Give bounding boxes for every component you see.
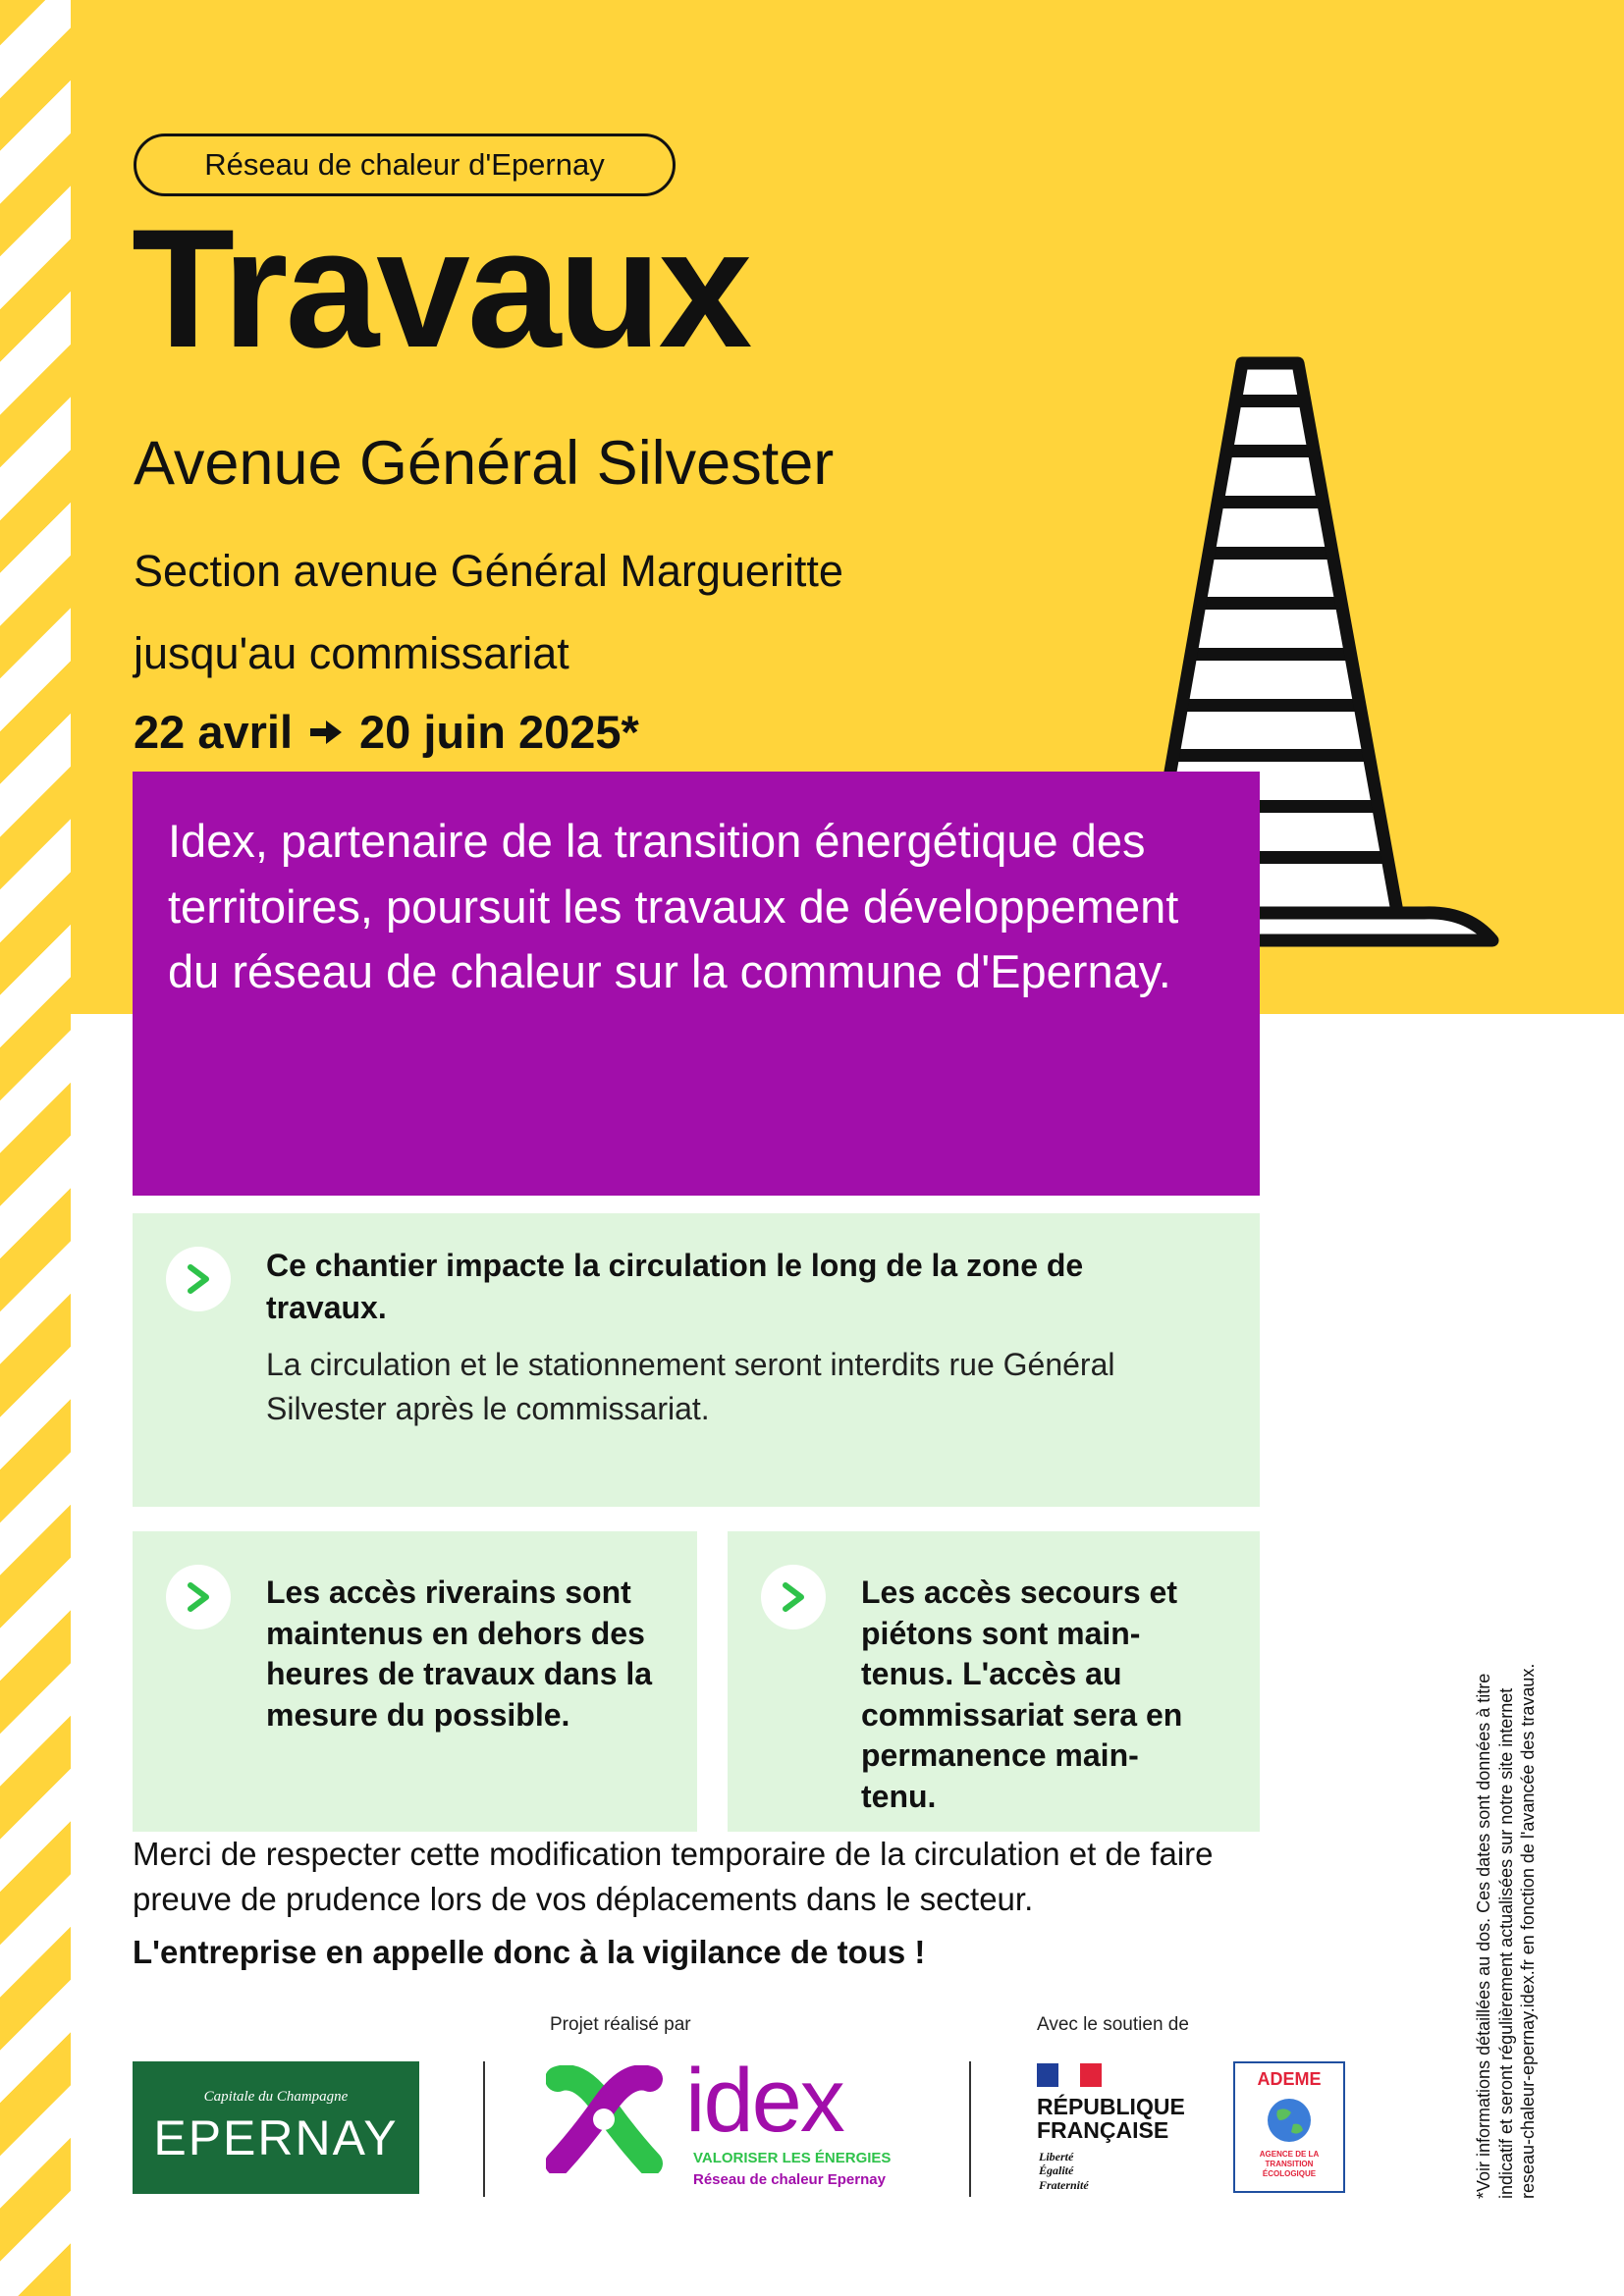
info-box-emergency (728, 1531, 1260, 1832)
rf-motto-fraternite: Fraternité (1039, 2177, 1089, 2192)
date-range (134, 705, 639, 759)
street-subtitle: Avenue Général Silvester (134, 429, 835, 498)
idex-mark-icon (546, 2065, 664, 2173)
hazard-stripes (0, 0, 71, 2296)
network-tag: Réseau de chaleur d'Epernay (134, 133, 676, 196)
intro-text: Idex, partenaire de la transition énergétique des territoires, poursuit les travaux de développement du réseau de chaleur sur la commune d'Epernay. (168, 815, 1179, 998)
rf-line1: RÉPUBLIQUE (1037, 2094, 1185, 2119)
soutien-label: Avec le soutien de (1037, 2014, 1189, 2035)
idex-tagline: VALORISER LES ÉNERGIES (693, 2150, 892, 2166)
rf-motto-egalite: Égalité (1039, 2163, 1074, 2178)
section-line-1: Section avenue Général Margueritte (134, 546, 843, 596)
divider (969, 2061, 971, 2197)
french-flag-icon (1037, 2063, 1102, 2087)
divider (483, 2061, 485, 2197)
date-start: 22 avril (134, 706, 294, 758)
chevron-right-icon (761, 1565, 826, 1629)
idex-name: idex (685, 2051, 843, 2151)
rf-line2: FRANÇAISE (1037, 2117, 1169, 2144)
info-box-title: Les accès riverains sont maintenus en dehors des heures de travaux dans la mesure du possible. (266, 1575, 653, 1733)
republique-francaise-logo (1035, 2063, 1192, 2201)
info-box-traffic (133, 1213, 1260, 1507)
chevron-right-icon (166, 1565, 231, 1629)
idex-network: Réseau de chaleur Epernay (693, 2171, 886, 2188)
globe-icon (1266, 2097, 1313, 2144)
rf-motto-liberte: Liberté (1039, 2150, 1074, 2163)
ademe-name: ADEME (1257, 2069, 1322, 2089)
info-box-title: Les accès secours et piétons sont main-tenus. L'accès au commissariat sera en permanence main-tenu. (861, 1575, 1183, 1814)
page-title: Travaux (132, 194, 750, 383)
epernay-logo (133, 2061, 419, 2194)
section-line-2: jusqu'au commissariat (134, 628, 569, 678)
vigilance-statement: L'entreprise en appelle donc à la vigilance de tous ! (133, 1934, 926, 1970)
epernay-caption: Capitale du Champagne (203, 2089, 349, 2105)
ademe-logo (1233, 2061, 1345, 2193)
intro-panel (133, 772, 1260, 1196)
epernay-name: EPERNAY (153, 2110, 399, 2165)
ademe-caption: AGENCE DE LA TRANSITION ÉCOLOGIQUE (1259, 2150, 1320, 2178)
right-arrow-icon (308, 718, 344, 747)
chevron-right-icon (166, 1247, 231, 1311)
date-end: 20 juin 2025* (359, 706, 639, 758)
info-box-title: Ce chantier impacte la circulation le long de la zone de travaux. (266, 1248, 1084, 1325)
idex-logo (546, 2051, 929, 2199)
footer-message: Merci de respecter cette modification temporaire de la circulation et de faire preuve de prudence lors de vos déplacements dans le secteur. (133, 1836, 1214, 1918)
info-box-residents (133, 1531, 697, 1832)
projet-label: Projet réalisé par (550, 2014, 691, 2035)
info-box-body: La circulation et le stationnement seront interdits rue Général Silvester après le commissariat. (266, 1347, 1115, 1426)
footnote-vertical: *Voir informations détaillées au dos. Ces dates sont données à titre indicatif et seront régulièrement actualisées sur notre site internet reseau-chaleur-epernay.idex.fr en fonction de l'avancée des travaux. (1474, 1663, 1538, 2199)
